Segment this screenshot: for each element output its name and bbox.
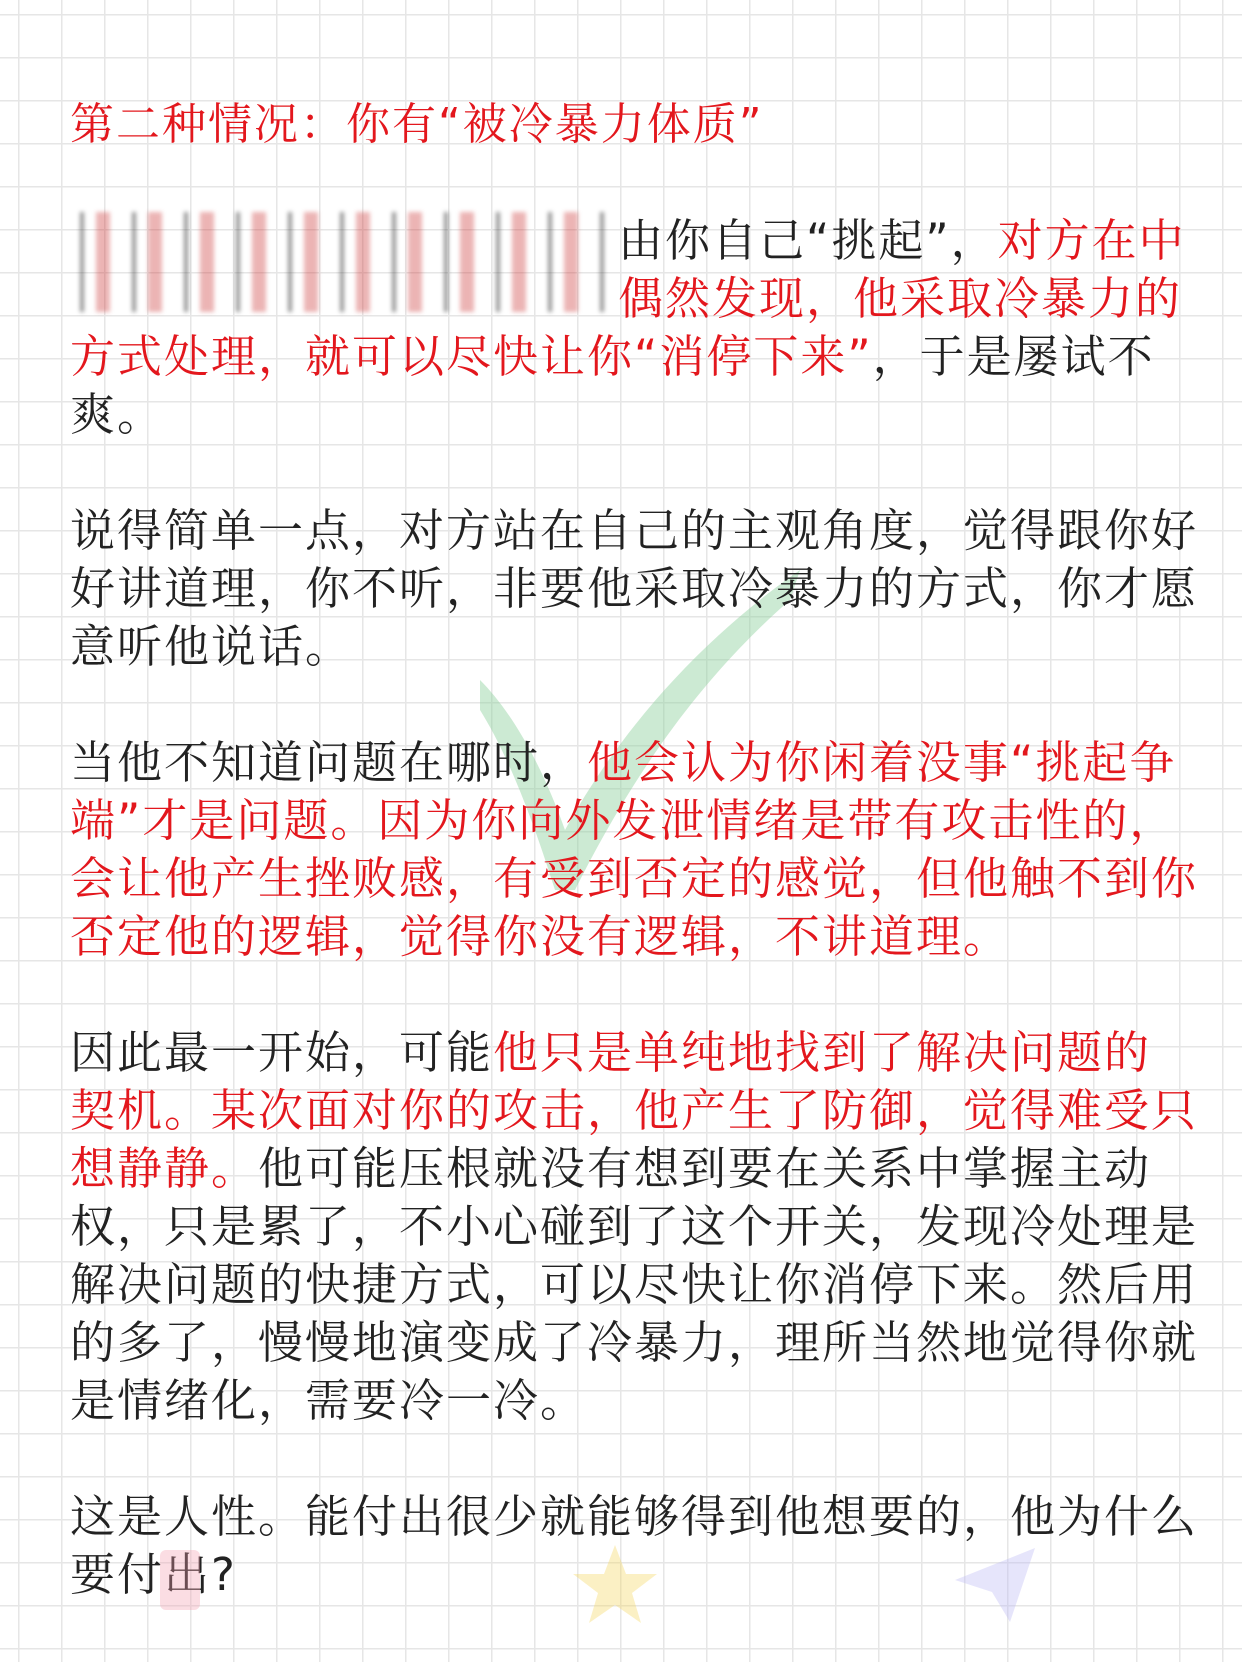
p2-text: 说得简单一点，对方站在自己的主观角度，觉得跟你好好讲道理，你不听，非要他采取冷暴力的方式，你才愿意听他说话。 (70, 504, 1199, 673)
bottom-decoration (0, 1520, 1242, 1656)
paragraph-4 (70, 1024, 1198, 1430)
p3-text-2: 他会认为你闲着没事“挑起争端”才是问题。因为你向外发泄情绪是带有攻击性的，会让他产生挫败感，有受到否定的感觉，但他触不到你否定他的逻辑，觉得你没有逻辑，不讲道理。 (70, 736, 1199, 963)
paragraph-2 (70, 502, 1198, 676)
p1-text-1: 由你自己“挑起”， (618, 214, 998, 267)
p1-text-3: 中偶然发现，他采取冷暴力的方式处理，就可以尽快让你“消停下来” (70, 214, 1186, 383)
p5-text: 这是人性。能付出很少就能够得到他想要的，他为什么要付出? (70, 1490, 1199, 1601)
cup-icon (150, 1540, 210, 1620)
star-icon (570, 1540, 660, 1630)
p4-text-1: 因此最一开始，可能 (70, 1026, 494, 1079)
p3-text-1: 当他不知道问题在哪时， (70, 736, 588, 789)
redacted-text-block (70, 212, 610, 312)
section-heading: 第二种情况：你有“被冷暴力体质” (70, 99, 764, 150)
send-icon (950, 1540, 1040, 1630)
article-body (70, 96, 1198, 1662)
p1-text-2: 对方在 (997, 214, 1139, 267)
paragraph-3 (70, 734, 1198, 966)
paragraph-1 (70, 212, 1198, 444)
p4-text-2: 他只是单纯地找到了解决问题的契机。某次面对你的攻击，他产生了防御，觉得难受只想静静。 (70, 1026, 1199, 1195)
p4-text-3: 他可能压根就没有想到要在关系中掌握主动权，只是累了，不小心碰到了这个开关，发现冷处理是解决问题的快捷方式，可以尽快让你消停下来。然后用的多了，慢慢地演变成了冷暴力，理所当然地觉得你就是情绪化，需要冷一冷。 (70, 1142, 1199, 1427)
p1-text-4: ，于是屡试不爽。 (70, 330, 1155, 441)
